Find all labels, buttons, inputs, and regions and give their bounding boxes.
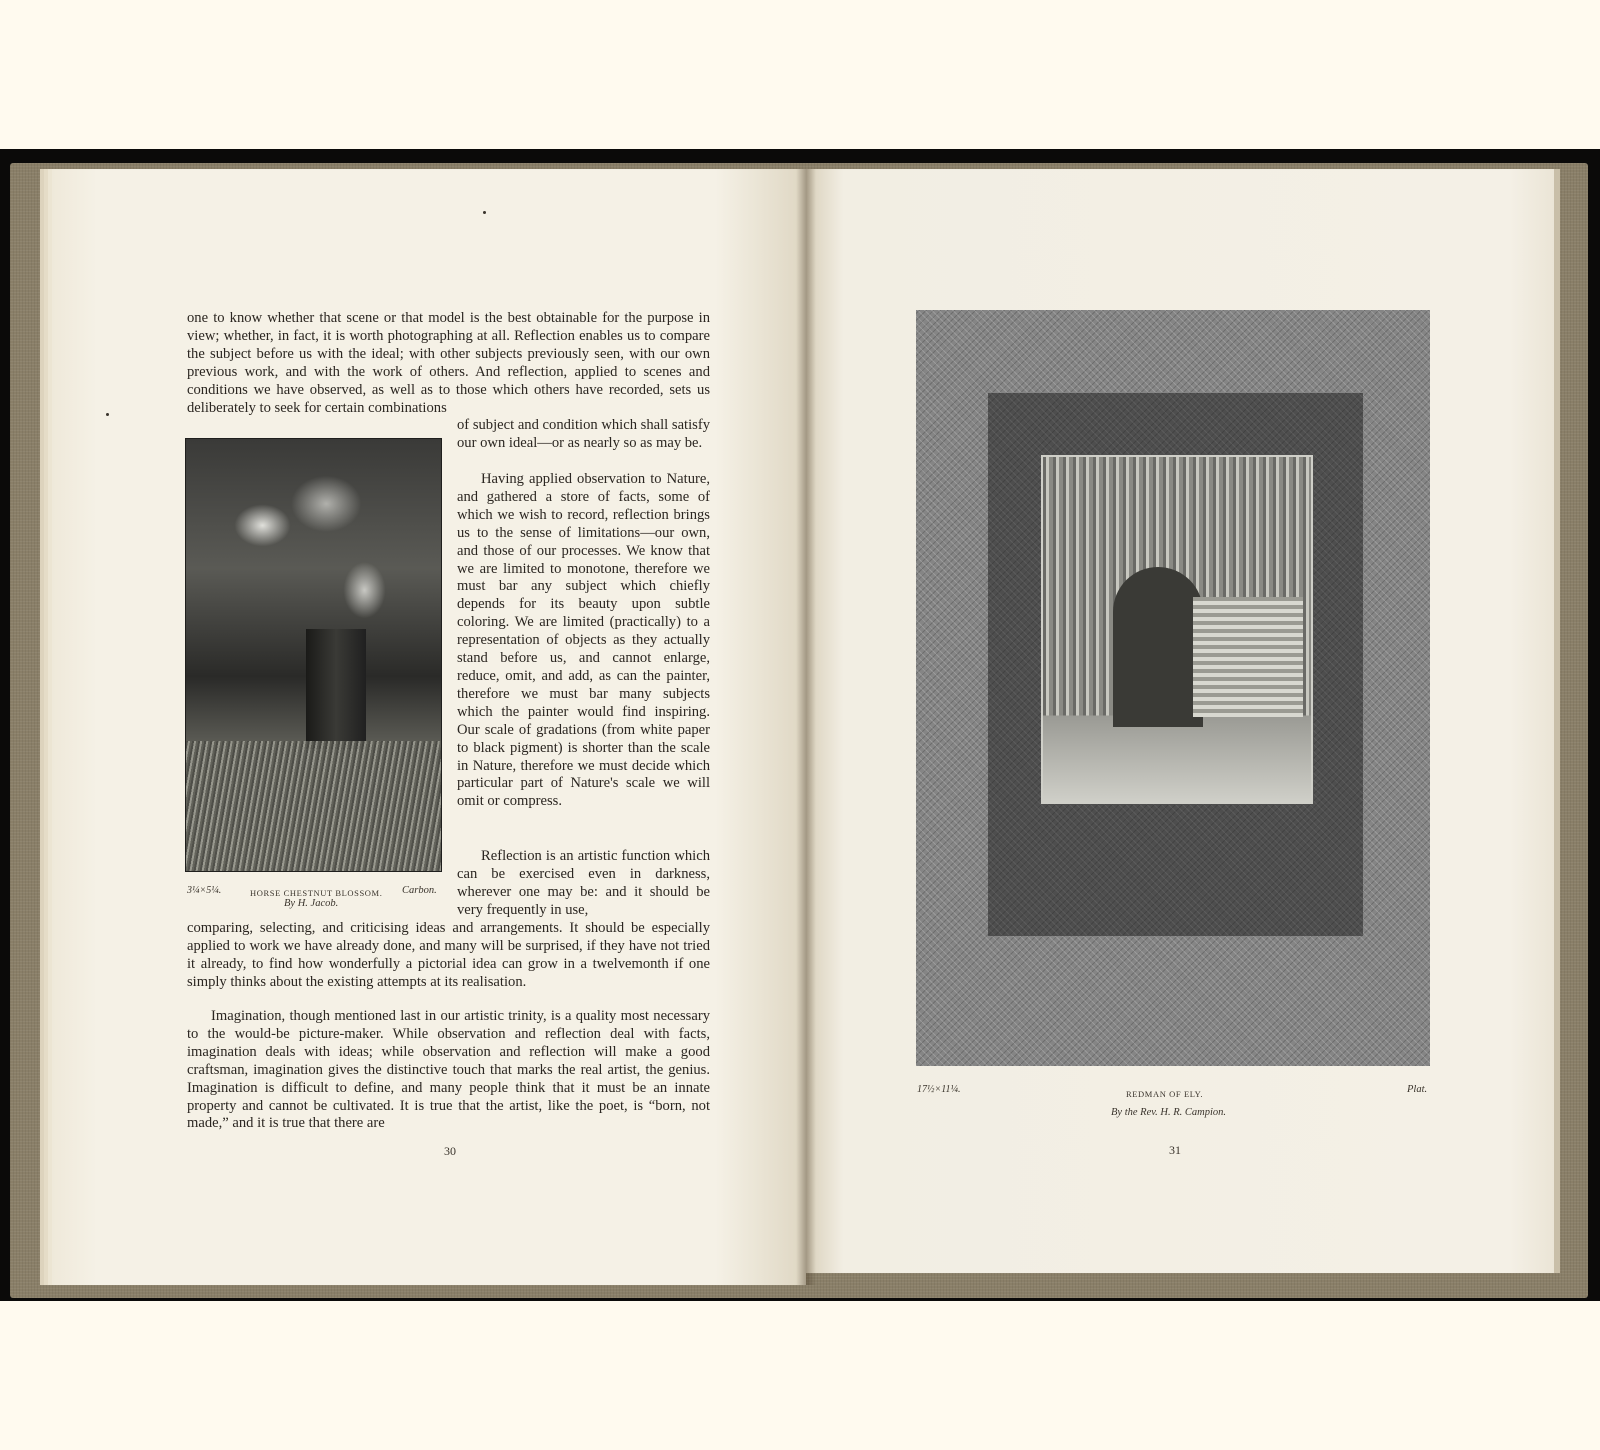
plate-title: REDMAN OF ELY.	[1126, 1089, 1204, 1099]
carved-screen	[1193, 597, 1303, 717]
body-paragraph-3-start: Reflection is an artistic function which can be exercised even in darkness, wherever one may be: and it should be very frequently in use,	[457, 848, 710, 918]
horse-chestnut-photo	[185, 438, 442, 872]
figure-title: HORSE CHESTNUT BLOSSOM.	[250, 888, 383, 898]
plate-size: 17½×11¼.	[917, 1084, 961, 1095]
body-paragraph-3-end: comparing, selecting, and criticising ideas and arrangements. It should be especially applied to work we have already done, and many will be surprised, if they have not tried it already, to find how wonderfully a pictorial idea can grow in a twelvemonth if one simply thinks about the existing attempts at its realisation.	[187, 920, 710, 990]
body-paragraph-2: Having applied observation to Nature, and gathered a store of facts, some of which we wish to record, reflection brings us to the sense of limitations—our own, and those of our processes. We know that we are limited to monotone, therefore we must bar any subject which chiefly depends for its beauty upon subtle coloring. We are limited (practically) to a representation of objects as they actually stand before us, and cannot enlarge, reduce, omit, and add, as can the painter, therefore we must bar many subjects which the painter would find inspiring. Our scale of gradations (from white paper to black pigment) is shorter than the scale in Nature, therefore we must decide which particular part of Nature's scale we will omit or compress.	[457, 471, 710, 810]
page-number-right: 31	[1169, 1143, 1181, 1157]
grass-meadow	[186, 741, 441, 871]
plate-credit: By the Rev. H. R. Campion.	[1111, 1107, 1226, 1118]
redman-of-ely-photo	[1041, 455, 1313, 804]
gothic-arch	[1113, 567, 1203, 727]
book-gutter	[796, 169, 816, 1285]
print-speck	[483, 211, 486, 214]
figure-process: Carbon.	[402, 885, 437, 896]
figure-size: 3¼×5¼.	[187, 885, 222, 896]
tree-trunk	[306, 629, 366, 749]
print-speck	[106, 413, 109, 416]
page-number-left: 30	[444, 1144, 456, 1158]
body-paragraph-1-continued: of subject and condition which shall satisfy our own ideal—or as nearly so as may be.	[457, 417, 710, 451]
body-paragraph-1: one to know whether that scene or that model is the best obtainable for the purpose in view; whether, in fact, it is worth photographing at all. Reflection enables us to compare the subject before us with the ideal; with other subjects previously seen, with our own previous work, and with the work of others. And reflection, applied to scenes and conditions we have observed, as well as to those which others have recorded, sets us deliberately to seek for certain combinations	[187, 310, 710, 416]
figure-credit: By H. Jacob.	[284, 898, 339, 909]
plate-process: Plat.	[1407, 1084, 1428, 1095]
body-paragraph-4: Imagination, though mentioned last in our artistic trinity, is a quality most necessary to the would-be picture-maker. While observation and reflection deal with facts, imagination deals with ideas; while observation and reflection will make a good craftsman, imagination gives the distinctive touch that marks the real artist, the genius. Imagination is difficult to define, and many people think that it must be an innate property and cannot be cultivated. It is true that the artist, like the poet, is “born, not made,” and it is true that there are	[187, 1008, 710, 1132]
